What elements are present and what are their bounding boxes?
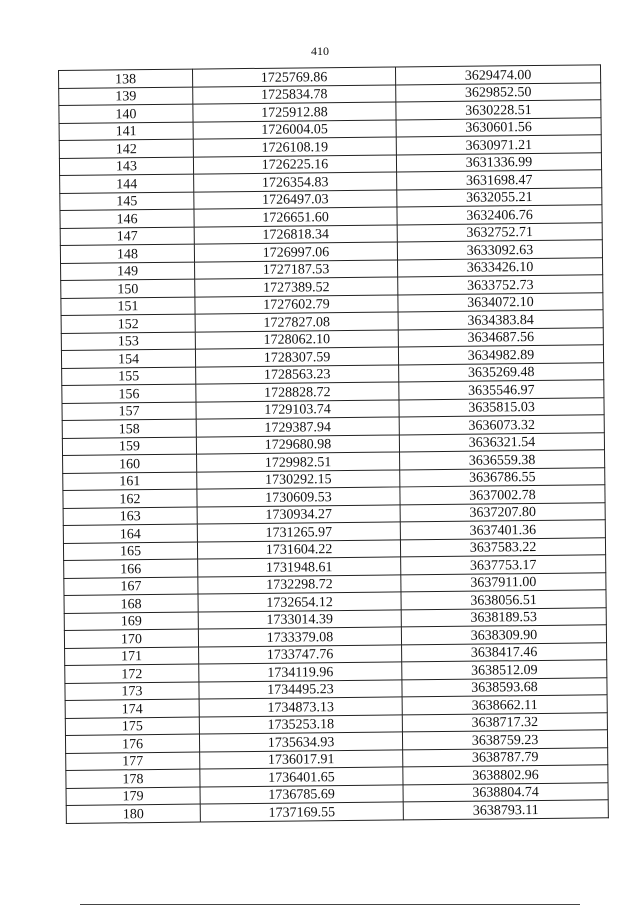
x-coordinate-cell: 1734495.23 <box>199 679 402 699</box>
y-coordinate-cell: 3636786.55 <box>400 467 605 487</box>
y-coordinate-cell: 3637401.36 <box>400 520 605 540</box>
x-coordinate-cell: 1729982.51 <box>197 452 400 472</box>
point-number-cell: 179 <box>66 787 200 806</box>
point-number-cell: 160 <box>63 454 197 473</box>
point-number-cell: 176 <box>65 734 199 753</box>
point-number-cell: 166 <box>64 559 198 578</box>
x-coordinate-cell: 1728563.23 <box>196 364 399 384</box>
point-number-cell: 173 <box>65 682 199 701</box>
y-coordinate-cell: 3632752.71 <box>397 222 602 242</box>
point-number-cell: 172 <box>65 664 199 683</box>
y-coordinate-cell: 3634982.89 <box>398 345 603 365</box>
y-coordinate-cell: 3637002.78 <box>400 485 605 505</box>
y-coordinate-cell: 3630228.51 <box>396 100 601 120</box>
point-number-cell: 150 <box>61 279 195 298</box>
x-coordinate-cell: 1734119.96 <box>199 662 402 682</box>
point-number-cell: 152 <box>61 314 195 333</box>
point-number-cell: 144 <box>60 174 194 193</box>
bottom-rule <box>80 904 580 905</box>
point-number-cell: 154 <box>61 349 195 368</box>
y-coordinate-cell: 3638787.79 <box>403 747 608 767</box>
point-number-cell: 167 <box>64 577 198 596</box>
point-number-cell: 171 <box>65 647 199 666</box>
x-coordinate-cell: 1728307.59 <box>195 347 398 367</box>
point-number-cell: 177 <box>66 752 200 771</box>
y-coordinate-cell: 3629852.50 <box>396 82 601 102</box>
x-coordinate-cell: 1729103.74 <box>196 399 399 419</box>
y-coordinate-cell: 3637207.80 <box>400 502 605 522</box>
point-number-cell: 151 <box>61 297 195 316</box>
point-number-cell: 165 <box>63 542 197 561</box>
point-number-cell: 157 <box>62 402 196 421</box>
y-coordinate-cell: 3634383.84 <box>398 310 603 330</box>
coordinate-table-body <box>59 65 609 823</box>
point-number-cell: 140 <box>59 104 193 123</box>
x-coordinate-cell: 1737169.55 <box>200 802 403 822</box>
y-coordinate-cell: 3638717.32 <box>402 712 607 732</box>
y-coordinate-cell: 3638417.46 <box>402 642 607 662</box>
x-coordinate-cell: 1727827.08 <box>195 312 398 332</box>
x-coordinate-cell: 1730609.53 <box>197 487 400 507</box>
point-number-cell: 168 <box>64 594 198 613</box>
x-coordinate-cell: 1733014.39 <box>198 609 401 629</box>
x-coordinate-cell: 1726004.05 <box>193 119 396 139</box>
x-coordinate-cell: 1731948.61 <box>198 557 401 577</box>
coordinate-table <box>58 64 609 823</box>
point-number-cell: 153 <box>61 332 195 351</box>
y-coordinate-cell: 3634072.10 <box>398 292 603 312</box>
y-coordinate-cell: 3638593.68 <box>402 677 607 697</box>
x-coordinate-cell: 1730934.27 <box>197 504 400 524</box>
x-coordinate-cell: 1725769.86 <box>192 67 395 87</box>
point-number-cell: 139 <box>59 87 193 106</box>
y-coordinate-cell: 3631336.99 <box>396 152 601 172</box>
point-number-cell: 138 <box>59 69 193 88</box>
y-coordinate-cell: 3635815.03 <box>399 397 604 417</box>
x-coordinate-cell: 1736017.91 <box>200 749 403 769</box>
point-number-cell: 148 <box>60 244 194 263</box>
x-coordinate-cell: 1726354.83 <box>194 172 397 192</box>
point-number-cell: 174 <box>65 699 199 718</box>
point-number-cell: 162 <box>63 489 197 508</box>
y-coordinate-cell: 3629474.00 <box>395 65 600 85</box>
point-number-cell: 159 <box>62 437 196 456</box>
y-coordinate-cell: 3636559.38 <box>400 450 605 470</box>
y-coordinate-cell: 3631698.47 <box>397 170 602 190</box>
x-coordinate-cell: 1736401.65 <box>200 767 403 787</box>
y-coordinate-cell: 3635546.97 <box>399 380 604 400</box>
x-coordinate-cell: 1733379.08 <box>198 627 401 647</box>
page-number: 410 <box>311 44 329 58</box>
x-coordinate-cell: 1731604.22 <box>197 539 400 559</box>
x-coordinate-cell: 1733747.76 <box>199 644 402 664</box>
point-number-cell: 170 <box>64 629 198 648</box>
x-coordinate-cell: 1726997.06 <box>194 242 397 262</box>
y-coordinate-cell: 3638662.11 <box>402 695 607 715</box>
y-coordinate-cell: 3638309.90 <box>401 625 606 645</box>
x-coordinate-cell: 1731265.97 <box>197 522 400 542</box>
x-coordinate-cell: 1727187.53 <box>195 259 398 279</box>
y-coordinate-cell: 3638804.74 <box>403 782 608 802</box>
x-coordinate-cell: 1735253.18 <box>199 714 402 734</box>
point-number-cell: 156 <box>62 384 196 403</box>
y-coordinate-cell: 3638802.96 <box>403 765 608 785</box>
x-coordinate-cell: 1730292.15 <box>197 469 400 489</box>
x-coordinate-cell: 1726108.19 <box>193 137 396 157</box>
y-coordinate-cell: 3634687.56 <box>398 327 603 347</box>
point-number-cell: 161 <box>63 472 197 491</box>
point-number-cell: 142 <box>59 139 193 158</box>
x-coordinate-cell: 1732654.12 <box>198 592 401 612</box>
y-coordinate-cell: 3633092.63 <box>397 240 602 260</box>
x-coordinate-cell: 1729387.94 <box>196 417 399 437</box>
x-coordinate-cell: 1725834.78 <box>193 84 396 104</box>
point-number-cell: 163 <box>63 507 197 526</box>
y-coordinate-cell: 3632055.21 <box>397 187 602 207</box>
y-coordinate-cell: 3636073.32 <box>399 415 604 435</box>
y-coordinate-cell: 3636321.54 <box>399 432 604 452</box>
x-coordinate-cell: 1728062.10 <box>195 329 398 349</box>
y-coordinate-cell: 3638512.09 <box>402 660 607 680</box>
x-coordinate-cell: 1732298.72 <box>198 574 401 594</box>
y-coordinate-cell: 3630971.21 <box>396 135 601 155</box>
x-coordinate-cell: 1736785.69 <box>200 784 403 804</box>
y-coordinate-cell: 3633752.73 <box>398 275 603 295</box>
point-number-cell: 147 <box>60 227 194 246</box>
x-coordinate-cell: 1735634.93 <box>199 732 402 752</box>
point-number-cell: 145 <box>60 192 194 211</box>
point-number-cell: 178 <box>66 769 200 788</box>
point-number-cell: 143 <box>59 157 193 176</box>
y-coordinate-cell: 3638189.53 <box>401 607 606 627</box>
x-coordinate-cell: 1726225.16 <box>193 154 396 174</box>
x-coordinate-cell: 1725912.88 <box>193 102 396 122</box>
point-number-cell: 158 <box>62 419 196 438</box>
y-coordinate-cell: 3637753.17 <box>401 555 606 575</box>
x-coordinate-cell: 1726818.34 <box>194 224 397 244</box>
y-coordinate-cell: 3637583.22 <box>400 537 605 557</box>
x-coordinate-cell: 1727602.79 <box>195 294 398 314</box>
y-coordinate-cell: 3638759.23 <box>402 730 607 750</box>
y-coordinate-cell: 3632406.76 <box>397 205 602 225</box>
point-number-cell: 180 <box>66 804 200 823</box>
y-coordinate-cell: 3637911.00 <box>401 572 606 592</box>
point-number-cell: 164 <box>63 524 197 543</box>
point-number-cell: 169 <box>64 612 198 631</box>
x-coordinate-cell: 1726497.03 <box>194 189 397 209</box>
x-coordinate-cell: 1729680.98 <box>196 434 399 454</box>
point-number-cell: 149 <box>61 262 195 281</box>
x-coordinate-cell: 1726651.60 <box>194 207 397 227</box>
x-coordinate-cell: 1727389.52 <box>195 277 398 297</box>
point-number-cell: 141 <box>59 122 193 141</box>
x-coordinate-cell: 1734873.13 <box>199 697 402 717</box>
y-coordinate-cell: 3633426.10 <box>398 257 603 277</box>
x-coordinate-cell: 1728828.72 <box>196 382 399 402</box>
y-coordinate-cell: 3635269.48 <box>399 362 604 382</box>
point-number-cell: 146 <box>60 209 194 228</box>
y-coordinate-cell: 3638056.51 <box>401 590 606 610</box>
y-coordinate-cell: 3630601.56 <box>396 117 601 137</box>
y-coordinate-cell: 3638793.11 <box>403 800 608 820</box>
point-number-cell: 175 <box>65 717 199 736</box>
point-number-cell: 155 <box>62 367 196 386</box>
coordinate-table-wrapper <box>58 64 608 823</box>
